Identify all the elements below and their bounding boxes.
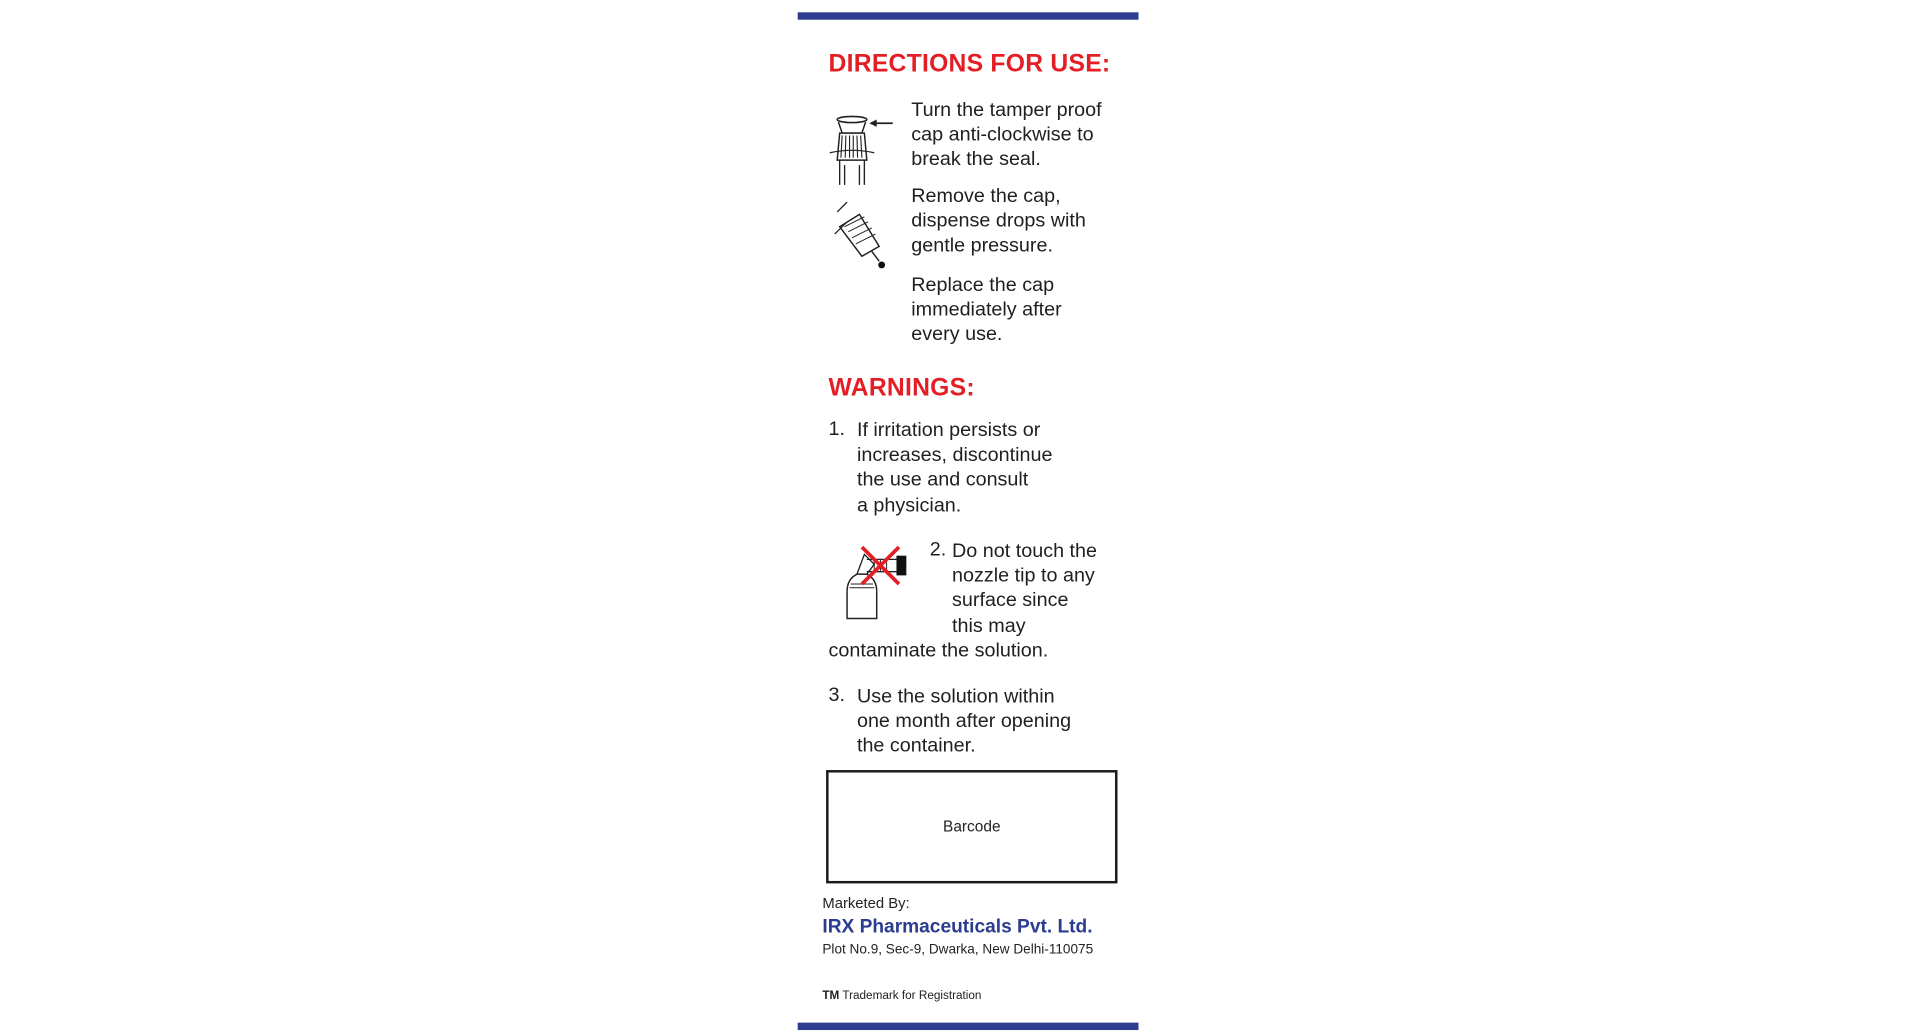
trademark-symbol: TM (822, 989, 840, 1003)
warning-2-text: Do not touch the nozzle tip to any surface since this may (952, 540, 1098, 637)
dropper-bottle-icon (830, 197, 894, 271)
warnings-heading: WARNINGS: (828, 374, 975, 402)
no-touch-nozzle-icon (840, 542, 921, 623)
warning-3-number: 3. (828, 685, 846, 706)
marketed-by-label: Marketed By: (822, 894, 910, 912)
company-address: Plot No.9, Sec-9, Dwarka, New Delhi-110075 (822, 942, 1094, 958)
barcode-label: Barcode (943, 818, 1001, 836)
trademark-text: Trademark for Registration (842, 989, 982, 1003)
direction-step-1: Turn the tamper proof cap anti-clockwise to break the seal. (911, 99, 1102, 171)
tamper-cap-icon (825, 111, 899, 187)
direction-step-2: Remove the cap, dispense drops with gentle pressure. (911, 186, 1086, 257)
warning-1-text: If irritation persists or increases, discontinue the use and consult a physician. (856, 420, 1053, 516)
bottom-border-bar (798, 1023, 1139, 1030)
direction-step-3: Replace the cap immediately after every use. (911, 274, 1062, 346)
warning-3-text: Use the solution within one month after opening the container. (856, 686, 1072, 758)
warning-2-number: 2. (929, 539, 947, 561)
directions-heading: DIRECTIONS FOR USE: (828, 50, 1111, 78)
barcode-placeholder (826, 770, 1117, 883)
company-name: IRX Pharmaceuticals Pvt. Ltd. (822, 916, 1093, 938)
trademark-note (822, 989, 981, 1003)
warning-1-number: 1. (828, 418, 846, 440)
warning-2-text-continued: contaminate the solution. (828, 640, 1049, 662)
top-border-bar (798, 12, 1139, 19)
